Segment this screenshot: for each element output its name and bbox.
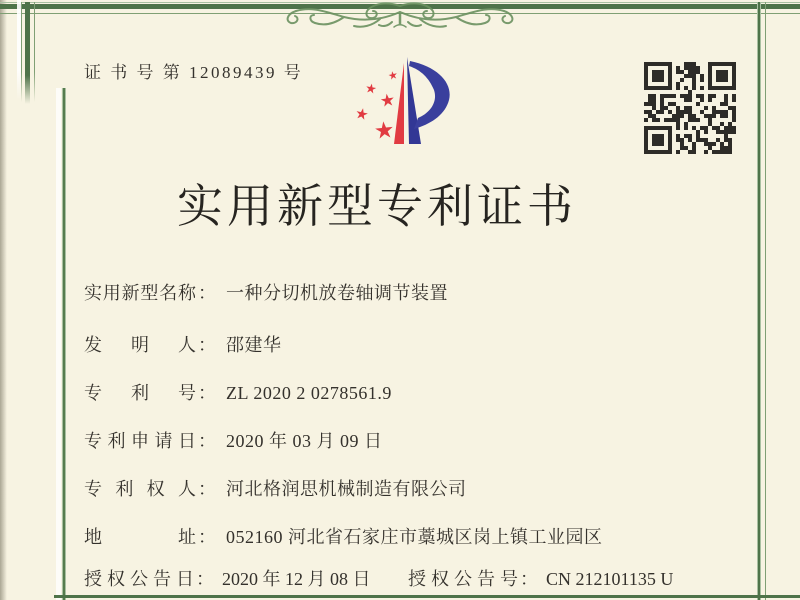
field-label: 专利权人 (84, 479, 196, 499)
field-label: 授权公告日 (84, 569, 194, 589)
star-icon: ★ (353, 103, 371, 125)
star-icon: ★ (372, 116, 396, 146)
field-value: ZL 2020 2 0278561.9 (226, 383, 392, 403)
field-value: CN 212101135 U (546, 569, 674, 589)
field-value: 2020 年 03 月 09 日 (226, 431, 383, 451)
field-value: 2020 年 12 月 08 日 (222, 569, 371, 589)
field-colon: ： (198, 431, 216, 451)
field-colon: ： (196, 569, 214, 589)
cnipa-patent-logo-icon (352, 54, 470, 150)
top-left-frame-inner-line (34, 2, 35, 102)
field-value: 邵建华 (226, 335, 282, 355)
scan-edge-shadow (0, 0, 7, 600)
field-grant-number (408, 565, 673, 591)
field-row-invention-name (84, 279, 448, 305)
field-value: 052160 河北省石家庄市藁城区岗上镇工业园区 (226, 527, 603, 547)
field-row-application-date (84, 427, 383, 453)
field-row-patentee (84, 475, 467, 501)
field-label: 实用新型名称 (84, 283, 196, 303)
qr-code (644, 62, 736, 154)
field-colon: ： (198, 527, 216, 547)
field-colon: ： (198, 335, 216, 355)
field-colon: ： (198, 383, 216, 403)
bottom-rule (54, 595, 800, 598)
top-left-frame-band (25, 2, 30, 104)
field-grant-date (84, 565, 371, 591)
field-colon: ： (198, 479, 216, 499)
top-left-frame-line (21, 2, 22, 102)
page-left-border-line (62, 88, 66, 600)
field-row-patent-number (84, 379, 392, 405)
field-row-address (84, 523, 603, 549)
star-icon: ★ (378, 90, 397, 112)
field-colon: ： (198, 283, 216, 303)
field-label: 地址 (84, 527, 196, 547)
field-row-inventor (84, 331, 282, 357)
field-value: 一种分切机放卷轴调节装置 (226, 283, 448, 303)
field-label: 专利号 (84, 383, 196, 403)
star-icon: ★ (363, 81, 378, 98)
right-border-band (757, 2, 761, 600)
star-icon: ★ (386, 68, 400, 83)
field-label: 授权公告号 (408, 569, 518, 589)
scroll-flourish-icon (282, 0, 518, 30)
field-colon: ： (520, 569, 538, 589)
page-left-edge-highlight (56, 88, 61, 600)
certificate-title: 实用新型专利证书 (177, 181, 577, 232)
certificate-number: 证 书 号 第 12089439 号 (84, 63, 304, 82)
right-border-outer-line (765, 2, 766, 600)
field-value: 河北格润思机械制造有限公司 (226, 479, 467, 499)
field-label: 发明人 (84, 335, 196, 355)
field-label: 专利申请日 (84, 431, 196, 451)
